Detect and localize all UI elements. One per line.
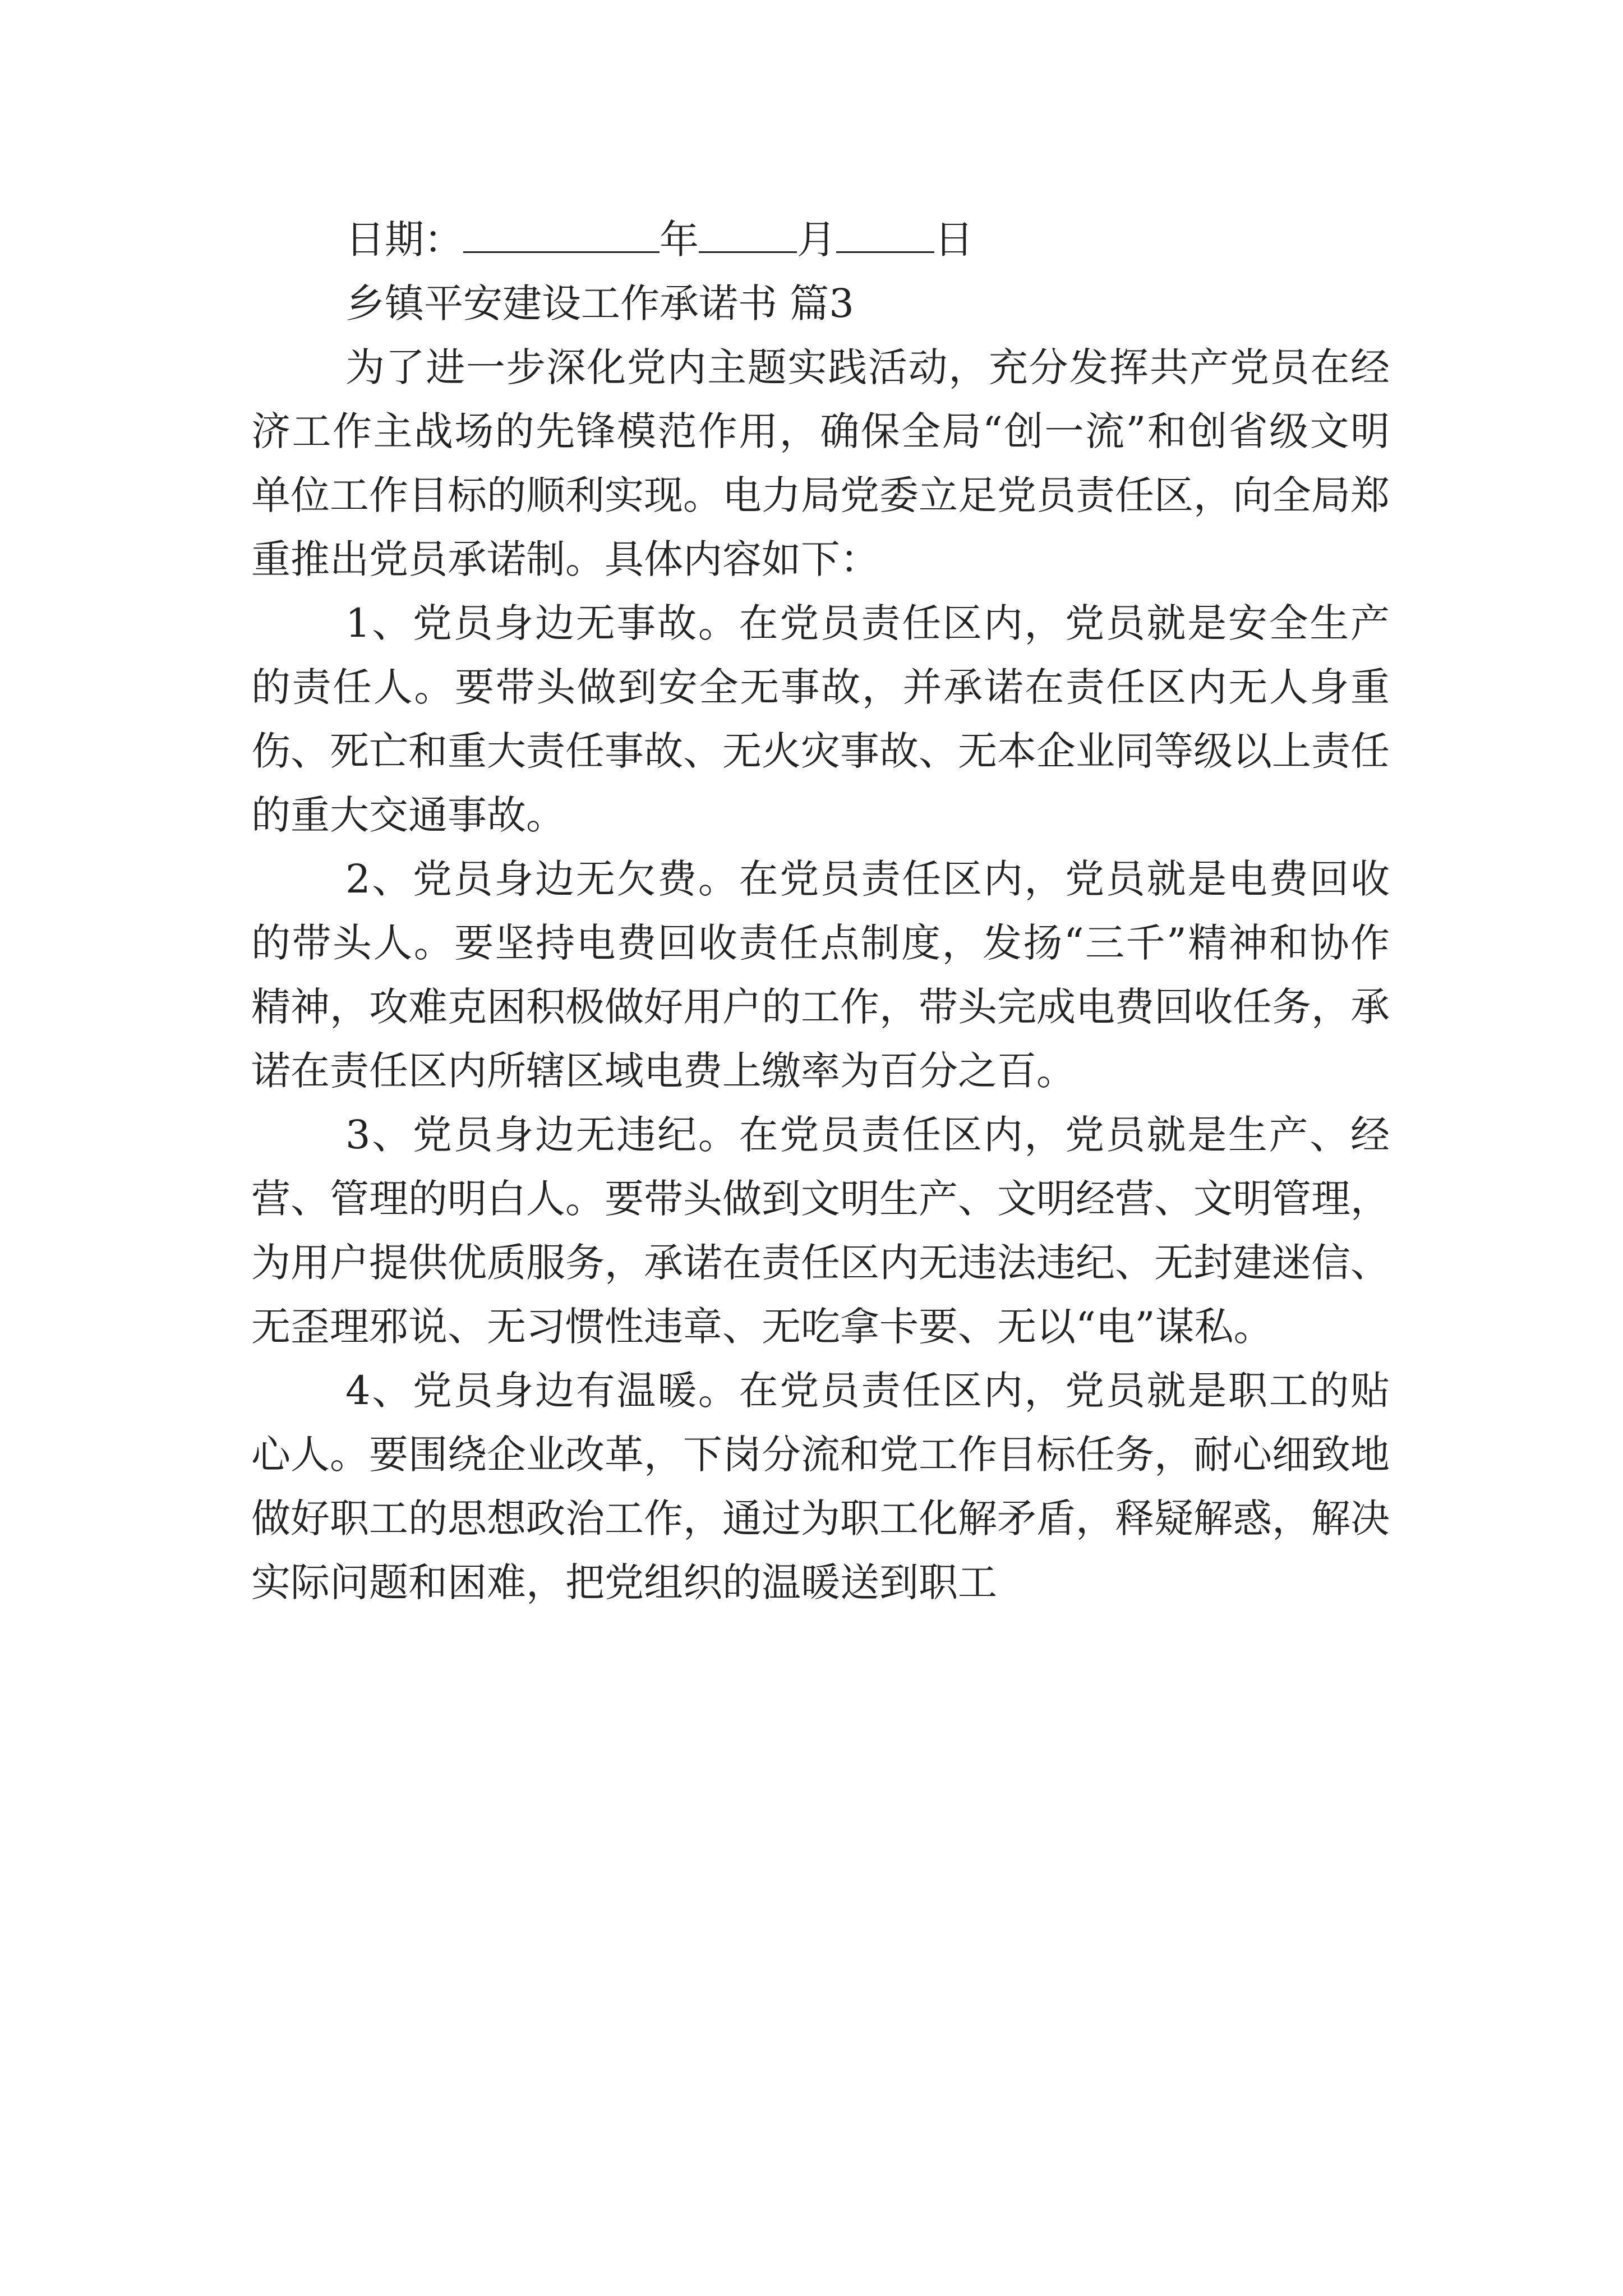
year-label: 年 bbox=[660, 217, 699, 263]
section-heading: 乡镇平安建设工作承诺书 篇3 bbox=[345, 280, 854, 326]
document-body bbox=[251, 208, 1390, 1614]
day-blank bbox=[836, 212, 934, 253]
commitment-item-2: 2、党员身边无欠费。在党员责任区内，党员就是电费回收的带头人。要坚持电费回收责任点制度，发扬“三千”精神和协作精神，攻难克困积极做好用户的工作，带头完成电费回收任务，承诺在责任区内所辖区域电费上缴率为百分之百。 bbox=[251, 856, 1390, 1094]
year-blank bbox=[463, 212, 660, 253]
commitment-item-1: 1、党员身边无事故。在党员责任区内，党员就是安全生产的责任人。要带头做到安全无事故，并承诺在责任区内无人身重伤、死亡和重大责任事故、无火灾事故、无本企业同等级以上责任的重大交通事故。 bbox=[251, 600, 1390, 838]
month-label: 月 bbox=[797, 217, 836, 263]
month-blank bbox=[699, 212, 797, 253]
commitment-item-4: 4、党员身边有温暖。在党员责任区内，党员就是职工的贴心人。要围绕企业改革，下岗分流和党工作目标任务，耐心细致地做好职工的思想政治工作，通过为职工化解矛盾，释疑解惑，解决实际问题和困难，把党组织的温暖送到职工 bbox=[251, 1368, 1390, 1605]
intro-paragraph: 为了进一步深化党内主题实践活动，充分发挥共产党员在经济工作主战场的先锋模范作用，确保全局“创一流”和创省级文明单位工作目标的顺利实现。电力局党委立足党员责任区，向全局郑重推出党员承诺制。具体内容如下： bbox=[251, 344, 1390, 582]
date-line bbox=[251, 208, 1390, 272]
date-label: 日期： bbox=[345, 217, 463, 263]
commitment-item-3: 3、党员身边无违纪。在党员责任区内，党员就是生产、经营、管理的明白人。要带头做到文明生产、文明经营、文明管理，为用户提供优质服务，承诺在责任区内无违法违纪、无封建迷信、无歪理邪说、无习惯性违章、无吃拿卡要、无以“电”谋私。 bbox=[251, 1112, 1390, 1350]
day-label: 日 bbox=[934, 217, 974, 263]
